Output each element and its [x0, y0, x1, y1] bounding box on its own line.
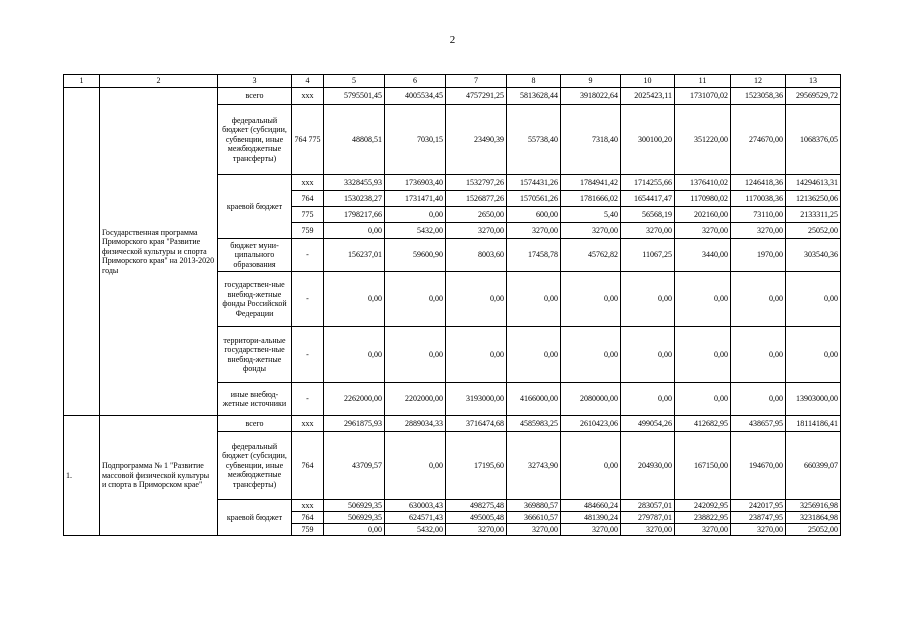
value-cell: 274670,00 [731, 105, 786, 175]
value-cell: 481390,24 [561, 512, 621, 524]
value-cell: 303540,36 [786, 239, 841, 272]
value-cell: 369880,57 [507, 500, 561, 512]
header-cell: 1 [64, 75, 100, 88]
value-cell: 1570561,26 [507, 191, 561, 207]
value-cell: 3231864,98 [786, 512, 841, 524]
value-cell: 3270,00 [675, 524, 731, 536]
header-cell: 2 [100, 75, 218, 88]
value-cell: 1736903,40 [385, 175, 446, 191]
value-cell: 5,40 [561, 207, 621, 223]
value-cell: 242017,95 [731, 500, 786, 512]
value-cell: 242092,95 [675, 500, 731, 512]
value-cell: 17195,60 [446, 432, 507, 500]
value-cell: 73110,00 [731, 207, 786, 223]
value-cell: 0,00 [675, 383, 731, 416]
value-cell: 3328455,93 [324, 175, 385, 191]
value-cell: 1170980,02 [675, 191, 731, 207]
code-cell: 775 [292, 207, 324, 223]
code-cell: 759 [292, 524, 324, 536]
value-cell: 0,00 [731, 327, 786, 383]
value-cell: 18114186,41 [786, 416, 841, 432]
value-cell: 0,00 [324, 524, 385, 536]
value-cell: 11067,25 [621, 239, 675, 272]
header-cell: 8 [507, 75, 561, 88]
value-cell: 600,00 [507, 207, 561, 223]
value-cell: 0,00 [731, 272, 786, 327]
value-cell: 1532797,26 [446, 175, 507, 191]
value-cell: 1731070,02 [675, 88, 731, 105]
code-cell: 764 [292, 432, 324, 500]
value-cell: 12136250,06 [786, 191, 841, 207]
code-cell: - [292, 272, 324, 327]
value-cell: 3270,00 [561, 524, 621, 536]
value-cell: 0,00 [324, 327, 385, 383]
value-cell: 194670,00 [731, 432, 786, 500]
value-cell: 5813628,44 [507, 88, 561, 105]
value-cell: 1798217,66 [324, 207, 385, 223]
value-cell: 2133311,25 [786, 207, 841, 223]
value-cell: 59600,90 [385, 239, 446, 272]
value-cell: 32743,90 [507, 432, 561, 500]
code-cell: xxx [292, 175, 324, 191]
code-cell: xxx [292, 416, 324, 432]
value-cell: 5432,00 [385, 524, 446, 536]
value-cell: 1246418,36 [731, 175, 786, 191]
subprogram-name: Подпрограмма № 1 "Развитие массовой физической культуры и спорта в Приморском крае" [100, 416, 218, 536]
value-cell: 3270,00 [507, 223, 561, 239]
value-cell: 0,00 [385, 272, 446, 327]
value-cell: 0,00 [561, 327, 621, 383]
header-cell: 9 [561, 75, 621, 88]
value-cell: 438657,95 [731, 416, 786, 432]
value-cell: 8003,60 [446, 239, 507, 272]
value-cell: 2610423,06 [561, 416, 621, 432]
value-cell: 0,00 [324, 223, 385, 239]
code-cell: - [292, 383, 324, 416]
value-cell: 484660,24 [561, 500, 621, 512]
value-cell: 3270,00 [446, 524, 507, 536]
funding-source: федеральный бюджет (субсидии, субвенции, иные межбюджетные трансферты) [218, 105, 292, 175]
value-cell: 0,00 [446, 272, 507, 327]
value-cell: 23490,39 [446, 105, 507, 175]
code-cell: 764 775 [292, 105, 324, 175]
funding-source: федеральный бюджет (субсидии, субвенции, иные межбюджетные трансферты) [218, 432, 292, 500]
value-cell: 3193000,00 [446, 383, 507, 416]
value-cell: 3270,00 [731, 223, 786, 239]
value-cell: 5432,00 [385, 223, 446, 239]
value-cell: 4166000,00 [507, 383, 561, 416]
header-row [64, 75, 841, 88]
value-cell: 3270,00 [621, 524, 675, 536]
header-cell: 10 [621, 75, 675, 88]
value-cell: 2262000,00 [324, 383, 385, 416]
value-cell: 13903000,00 [786, 383, 841, 416]
value-cell: 506929,35 [324, 500, 385, 512]
program-name: Государственная программа Приморского края "Развитие физической культуры и спорта Приморского края" на 2013-2020 годы [100, 88, 218, 416]
value-cell: 1376410,02 [675, 175, 731, 191]
header-cell: 4 [292, 75, 324, 88]
value-cell: 283057,01 [621, 500, 675, 512]
value-cell: 1714255,66 [621, 175, 675, 191]
value-cell: 1784941,42 [561, 175, 621, 191]
value-cell: 4585983,25 [507, 416, 561, 432]
value-cell: 0,00 [385, 432, 446, 500]
value-cell: 300100,20 [621, 105, 675, 175]
value-cell: 7030,15 [385, 105, 446, 175]
value-cell: 0,00 [675, 327, 731, 383]
value-cell: 204930,00 [621, 432, 675, 500]
funding-source: краевой бюджет [218, 175, 292, 239]
value-cell: 156237,01 [324, 239, 385, 272]
value-cell: 1654417,47 [621, 191, 675, 207]
value-cell: 55738,40 [507, 105, 561, 175]
value-cell: 1970,00 [731, 239, 786, 272]
value-cell: 4757291,25 [446, 88, 507, 105]
page-number: 2 [449, 34, 456, 46]
funding-source: территори-альные государствен-ные внебюд-жетные фонды [218, 327, 292, 383]
code-cell: xxx [292, 88, 324, 105]
value-cell: 3918022,64 [561, 88, 621, 105]
funding-source: бюджет муни-ципального образования [218, 239, 292, 272]
value-cell: 506929,35 [324, 512, 385, 524]
value-cell: 3270,00 [675, 223, 731, 239]
funding-source: государствен-ные внебюд-жетные фонды Российской Федерации [218, 272, 292, 327]
value-cell: 0,00 [324, 272, 385, 327]
value-cell: 1526877,26 [446, 191, 507, 207]
value-cell: 0,00 [385, 207, 446, 223]
value-cell: 499054,26 [621, 416, 675, 432]
value-cell: 2202000,00 [385, 383, 446, 416]
table-row [64, 88, 841, 105]
header-cell: 7 [446, 75, 507, 88]
budget-table [63, 74, 841, 536]
value-cell: 29569529,72 [786, 88, 841, 105]
value-cell: 25052,00 [786, 223, 841, 239]
value-cell: 0,00 [621, 327, 675, 383]
value-cell: 2961875,93 [324, 416, 385, 432]
value-cell: 2889034,33 [385, 416, 446, 432]
value-cell: 1530238,27 [324, 191, 385, 207]
value-cell: 2650,00 [446, 207, 507, 223]
value-cell: 3270,00 [621, 223, 675, 239]
value-cell: 624571,43 [385, 512, 446, 524]
code-cell: 759 [292, 223, 324, 239]
header-cell: 13 [786, 75, 841, 88]
value-cell: 48808,51 [324, 105, 385, 175]
value-cell: 3270,00 [561, 223, 621, 239]
value-cell: 0,00 [731, 383, 786, 416]
value-cell: 0,00 [507, 272, 561, 327]
code-cell: - [292, 239, 324, 272]
value-cell: 3270,00 [507, 524, 561, 536]
value-cell: 4005534,45 [385, 88, 446, 105]
row-index [64, 88, 100, 416]
value-cell: 17458,78 [507, 239, 561, 272]
value-cell: 660399,07 [786, 432, 841, 500]
row-index: 1. [64, 416, 100, 536]
value-cell: 1781666,02 [561, 191, 621, 207]
value-cell: 3716474,68 [446, 416, 507, 432]
value-cell: 0,00 [385, 327, 446, 383]
value-cell: 25052,00 [786, 524, 841, 536]
code-cell: 764 [292, 512, 324, 524]
value-cell: 3270,00 [446, 223, 507, 239]
value-cell: 3256916,98 [786, 500, 841, 512]
value-cell: 167150,00 [675, 432, 731, 500]
value-cell: 14294613,31 [786, 175, 841, 191]
value-cell: 498275,48 [446, 500, 507, 512]
header-cell: 11 [675, 75, 731, 88]
header-cell: 12 [731, 75, 786, 88]
value-cell: 7318,40 [561, 105, 621, 175]
value-cell: 3270,00 [731, 524, 786, 536]
value-cell: 0,00 [621, 272, 675, 327]
funding-source: всего [218, 416, 292, 432]
code-cell: xxx [292, 500, 324, 512]
table-row [64, 416, 841, 432]
value-cell: 0,00 [561, 432, 621, 500]
value-cell: 56568,19 [621, 207, 675, 223]
value-cell: 495005,48 [446, 512, 507, 524]
funding-source: иные внебюд-жетные источники [218, 383, 292, 416]
header-cell: 3 [218, 75, 292, 88]
value-cell: 0,00 [675, 272, 731, 327]
value-cell: 0,00 [621, 383, 675, 416]
value-cell: 279787,01 [621, 512, 675, 524]
value-cell: 0,00 [561, 272, 621, 327]
funding-source: краевой бюджет [218, 500, 292, 536]
value-cell: 45762,82 [561, 239, 621, 272]
value-cell: 1574431,26 [507, 175, 561, 191]
value-cell: 1731471,40 [385, 191, 446, 207]
value-cell: 0,00 [786, 272, 841, 327]
value-cell: 351220,00 [675, 105, 731, 175]
value-cell: 238822,95 [675, 512, 731, 524]
header-cell: 6 [385, 75, 446, 88]
value-cell: 0,00 [446, 327, 507, 383]
code-cell: - [292, 327, 324, 383]
header-cell: 5 [324, 75, 385, 88]
value-cell: 630003,43 [385, 500, 446, 512]
value-cell: 43709,57 [324, 432, 385, 500]
value-cell: 5795501,45 [324, 88, 385, 105]
value-cell: 2025423,11 [621, 88, 675, 105]
value-cell: 0,00 [507, 327, 561, 383]
value-cell: 202160,00 [675, 207, 731, 223]
value-cell: 1068376,05 [786, 105, 841, 175]
value-cell: 366610,57 [507, 512, 561, 524]
value-cell: 3440,00 [675, 239, 731, 272]
value-cell: 238747,95 [731, 512, 786, 524]
value-cell: 2080000,00 [561, 383, 621, 416]
code-cell: 764 [292, 191, 324, 207]
funding-source: всего [218, 88, 292, 105]
value-cell: 1170038,36 [731, 191, 786, 207]
value-cell: 0,00 [786, 327, 841, 383]
value-cell: 412682,95 [675, 416, 731, 432]
value-cell: 1523058,36 [731, 88, 786, 105]
